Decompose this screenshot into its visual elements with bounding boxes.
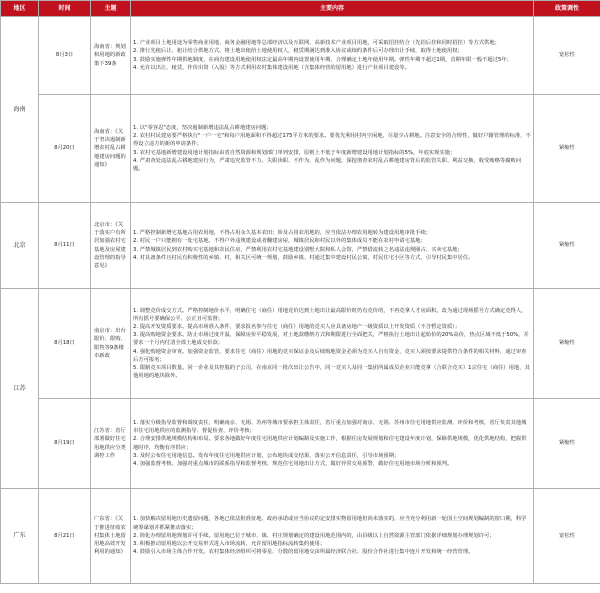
date-cell: 8月18日 [39,289,91,399]
content-line: 4. 强化购地资金审查。加强资金监管，要求住宅（商住）用地的竞买保证金及后续购地资金必须为竞买人自有资金，竞买人须按要求提供符合条件的相关材料，通过审查后方可报名； [133,348,527,363]
header-row [1,1,600,17]
date-cell: 8月11日 [39,203,91,289]
date-cell: 8月19日 [39,399,91,489]
tone-cell: 紧缩性 [534,289,600,399]
header-content: 主要内容 [131,1,534,17]
content-cell [131,399,534,489]
content-line: 3. 提高购地资金要求。防止市场过度升温，保障房价平稳发展，对土地款缴纳方式和期限进行全面把关，严格执行土地出让起始价的20%高价，热点区域不低于50%，并要求一个月内付清全部土地成交价款； [133,332,529,347]
header-region: 地区 [1,1,39,17]
content-line: 3. 及时公布住宅用地信息。发布年度住宅用地供应计划，公布地块成交结果，落实公开信息责任，引导市场预期； [133,452,400,459]
content-line: 3. 农村宅基地新增建设用地计划指标由省自然资源和规划部门单列安排，原则上不低于年度新增建设用地计划指标的5%，年底实现实施； [133,149,456,156]
header-topic: 主题 [91,1,131,17]
content-line: 3. 严禁城镇居民到农村购买宅基地和农民住房，严禁利用农村宅基地建设别墅大院和私人会馆，严禁借流转之名违法违规圈占、买卖宅基地； [133,246,463,253]
region-cell: 江苏 [1,289,39,489]
topic-cell: 海南省：《关于坚决遏制新增农村乱占耕地建房问题的通知》 [91,95,131,203]
content-line: 1. 以"零容忍"态度，坚决遏制新增违法乱占耕地建房问题； [133,124,272,131]
content-line: 1. 调整竞价成交方式。严格控制地价水平，明确住宅（商住）用地竞价达到土地出让最高限价时仍有竞价的，不再竞拿人才房面积，改为通过现场摇号方式确定竞得人，所有摇号要确保公平、公正且可监督； [133,307,527,322]
tone-cell: 紧缩性 [534,203,600,289]
content-line: 3. 鼓励实施弹性年期供地制度，在商有建设用地使用权法定最高年期内设置使用年期，合理确定土地年使用年期。弹性年期不超过1期，首期年限一般不超过5年； [133,56,512,63]
table-row [1,203,600,289]
tone-cell: 紧缩性 [534,95,600,203]
content-cell [131,289,534,399]
content-line: 3. 积极推动留用地以公开交易形式进入市场流转，允许留用地指标流转集约使用； [133,541,326,548]
topic-cell: 北京市：《关于落实户有所居加强农村宅基地及房屋建设管理的指导意见》 [91,203,131,289]
content-line: 4. 加强监督考核、加强对重点城市的联系指导和监督考核，规范住宅用地出让方式，做好异常交易预警，做好住宅用地市场分析和预判。 [133,460,453,467]
content-line: 4. 严肃查处违法乱占耕地建房行为，严肃追究监管不力、失职渎职、不作为、乱作为问题，深挖彻查农村乱占耕地建房背后的监管失职、利益交换、收受贿赂等腐败问题。 [133,157,522,172]
region-cell: 北京 [1,203,39,289]
table-row [1,17,600,95]
content-line: 2. 农村村民建房要严格执行"一户一宅"和每户用地面积不得超过175平方米的要求。要优先利用村内空闲地，尽量少占耕地。注意安全的合理性，做好户籍管理的标准，不得设立违方的新的申请条件； [133,133,531,148]
content-cell [131,203,534,289]
header-tone: 政策调性 [534,1,600,17]
tone-cell: 紧缩性 [534,399,600,489]
content-line: 1. 落实分级指导监督和调度责任，明确南京、无锡、苏州等城市要承担主体责任，省厅重点加强对南京、无锡、苏州市住宅用地供应监测、评价和考核，省厅负责其他城市住宅用地供应的监测指导、督促检查、评价考核； [133,419,527,435]
tone-cell: 宽松性 [534,489,600,584]
content-cell [131,17,534,95]
content-line: 1. 产业项目土地用途为零售商业用地、商务金融用地等总部经济以及互联网、高新技术产业项目用地，可采取招挂结合（先招后挂和同时招挂）等方式供地； [133,40,500,47]
region-cell: 广东 [1,489,39,584]
topic-cell: 南京市：出台限价、限购、限售等9条楼市新政 [91,289,131,399]
content-line: 5. 限制竞买项目数量。同一企业及其控股的子公司，在南京同一批次出让公告中，同一竞买人及同一集团所属成员企业只能竞拿（合联合竞买）1宗住宅（商住）用地，其他用地的地块除外。 [133,365,530,380]
content-cell [131,95,534,203]
date-cell: 8月21日 [39,489,91,584]
region-cell: 海南 [1,17,39,203]
content-line: 2. 简化办理留用地规划许可手续。留用地已位于城市、镇、村庄规划确定的建设用地范围内的，由县级以上自然资源主管部门依据详细规划办理规划许可； [133,532,495,539]
content-line: 4. 对具备条件且村民有积极性的乡镇、村，相关区可统一规划，鼓励乡镇、村通过集中建设村民公寓、村民住宅小区等方式，引导村民集中居住。 [133,254,474,261]
table-row [1,289,600,399]
content-cell [131,489,534,584]
topic-cell: 江苏省：省厅部署做好住宅用地供应分类调控工作 [91,399,131,489]
tone-cell: 宽松性 [534,17,600,95]
topic-cell: 海南省：规划和用地的新政策下39条 [91,17,131,95]
content-line: 4. 允许以出让、租赁、作价出资（入股）等方式利用农村集体建设用地（含集体经营的留用地）进行产业项目建设等。 [133,64,410,71]
topic-cell: 广东省：《关于推进征收农村集体土地留用地高效开发利用的通知》 [91,489,131,584]
content-line: 2. 推行先租后让、租让结合供地方式。将土地出租给土地使用权人，租赁期满达到准入协议或续约条件后可办理出让手续，取得土地使用权； [133,48,463,55]
header-date: 时间 [39,1,91,17]
content-line: 2. 合理安排供地规模结构和布局。要求各地做好年度住宅用地供应计划编制及实施工作，根据住房发展规划和住宅建设年度计划，保障供地规模，优化供地结构，把握供地时序，均衡有序供应； [133,436,527,451]
content-line: 2. 村民一户只能拥有一处宅基地，不得户外违规建设或者翻建房屋，城镇居民和村民以外的集体成员不能在农村申请宅基地； [133,238,426,245]
content-line: 1. 加快解决留用地历史遗留问题，各地已依法批准征地、政府承诺或应当协议约定安排实物留用地但尚未落实的，应当充分利用新一轮国土空间规划编制的窗口期，科学统筹谋划并抓紧推动落实； [133,516,527,531]
content-line: 4. 鼓励引入市场主体合作开发。农村集体经济组织可将零星、分散的留用地交由所属经济联合社、股份合作社进行集中连片开发和统一经营管理。 [133,549,474,556]
table-row [1,489,600,584]
content-line: 2. 提高开发资质要求。提高市场准入条件，要求报名参与住宅（商住）用地的竞买人应具备房地产一级资质以上开发资质（不含暂定资质）； [133,323,461,330]
table-row [1,399,600,489]
date-cell: 8月20日 [39,95,91,203]
content-line: 1. 严格控制新增宅基地占用农用地，不得占用永久基本农田；涉及占用农用地的，应当依法办理农用地转为建设用地审批手续； [133,230,432,237]
date-cell: 8月3日 [39,17,91,95]
table-row [1,95,600,203]
